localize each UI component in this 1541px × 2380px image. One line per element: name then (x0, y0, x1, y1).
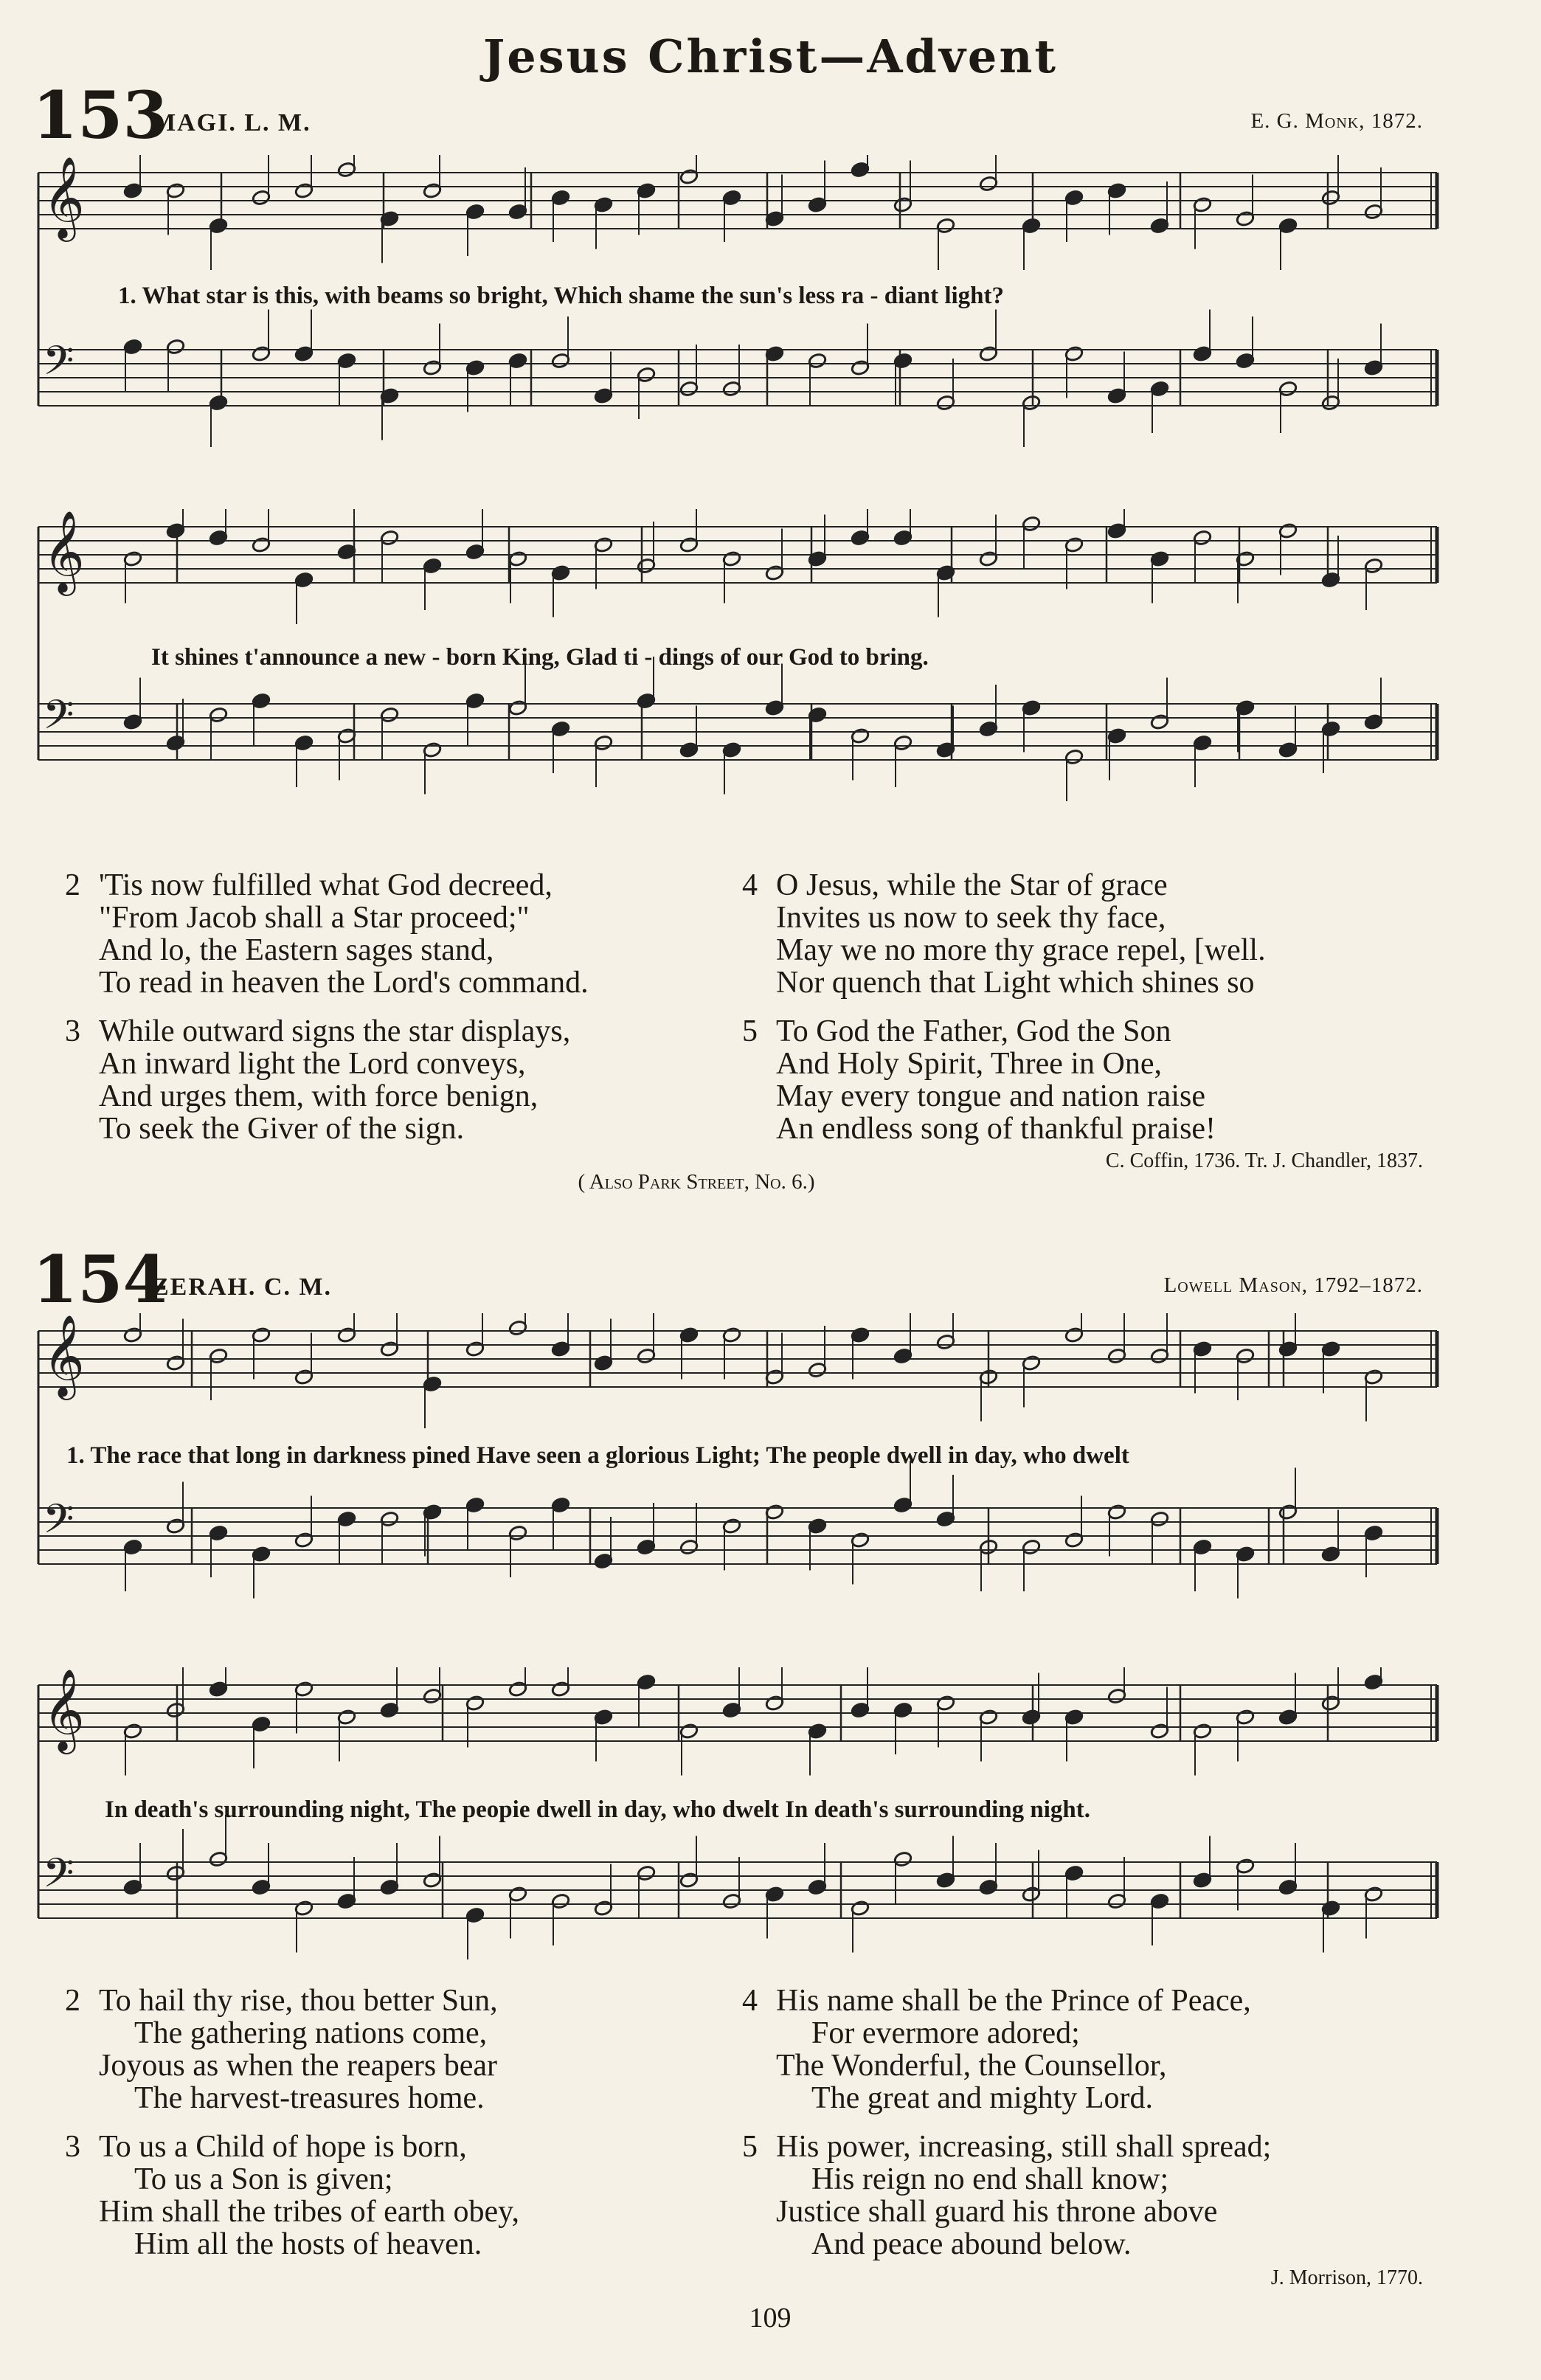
page-title: Jesus Christ—Advent (482, 30, 1059, 83)
treble-clef-icon: 𝄞 (43, 156, 85, 238)
staff (38, 1314, 1437, 1400)
verse-block: 2 'Tis now fulfilled what God decreed, "From Jacob shall a Star proceed;" And lo, the Eastern sages stand, To read in heaven the Lord's command. (65, 868, 589, 1000)
tune-name: ZERAH. C. M. (152, 1273, 333, 1301)
composer-credit: Lowell Mason, 1792–1872. (1163, 1273, 1423, 1297)
lyric-line: In death's surrounding night, The peopie dwell in day, who dwelt In death's surrounding night. (105, 1796, 1091, 1823)
treble-clef-icon: 𝄞 (43, 1314, 85, 1397)
hymn-number: 153 (32, 77, 168, 153)
staff (38, 1850, 1437, 1918)
bass-clef-icon: 𝄢 (43, 1850, 75, 1906)
author-credit: C. Coffin, 1736. Tr. J. Chandler, 1837. (1105, 1149, 1423, 1172)
hymn-number: 154 (32, 1241, 168, 1318)
staff (38, 337, 1437, 406)
author-credit: J. Morrison, 1770. (1270, 2266, 1423, 2289)
lyric-line: It shines t'announce a new - born King, Glad ti - dings of our God to bring. (151, 644, 929, 671)
verse-block: 5 His power, increasing, still shall spread; His reign no end shall know; Justice shall guard his throne above And peace abound below. (742, 2130, 1272, 2261)
verse-block: 3 To us a Child of hope is born, To us a Son is given; Him shall the tribes of earth obey, Him all the hosts of heaven. (65, 2130, 519, 2261)
verse-block: 3 While outward signs the star displays, An inward light the Lord conveys, And urges them, with force benign, To seek the Giver of the sign. (65, 1014, 571, 1146)
bass-clef-icon: 𝄢 (43, 337, 75, 394)
notes (123, 1461, 1383, 1599)
treble-clef-icon: 𝄞 (43, 1668, 85, 1751)
verse-block: 4 O Jesus, while the Star of grace Invites us now to seek thy face, May we no more thy grace repel, [well. Nor quench that Light which shines so (742, 868, 1266, 1000)
lyric-line: 1. What star is this, with beams so bright, Which shame the sun's less ra - diant light? (118, 283, 1005, 309)
verse-block: 5 To God the Father, God the Son And Holy Spirit, Three in One, May every tongue and nation raise An endless song of thankful praise! (742, 1014, 1216, 1146)
notes (123, 1667, 1383, 1776)
notes (123, 1815, 1383, 1959)
bass-clef-icon: 𝄢 (43, 691, 75, 748)
music-score (30, 1313, 1446, 1630)
tune-name: MAGI. L. M. (152, 109, 311, 136)
alternate-tune-note: ( Also Park Street, No. 6.) (578, 1170, 815, 1194)
verse-block: 2 To hail thy rise, thou better Sun, The gathering nations come, Joyous as when the reapers bear The harvest-treasures home. (65, 1984, 498, 2115)
music-score (30, 155, 1446, 465)
lyric-line: 1. The race that long in darkness pined Have seen a glorious Light; The people dwell in day, who dwelt (66, 1442, 1129, 1469)
verse-block: 4 His name shall be the Prince of Peace, For evermore adored; The Wonderful, the Counsellor, The great and mighty Lord. (742, 1984, 1251, 2115)
bass-clef-icon: 𝄢 (43, 1495, 75, 1552)
page-number: 109 (749, 2303, 792, 2334)
notes (123, 657, 1383, 801)
composer-credit: E. G. Monk, 1872. (1250, 109, 1423, 133)
treble-clef-icon: 𝄞 (43, 510, 85, 592)
